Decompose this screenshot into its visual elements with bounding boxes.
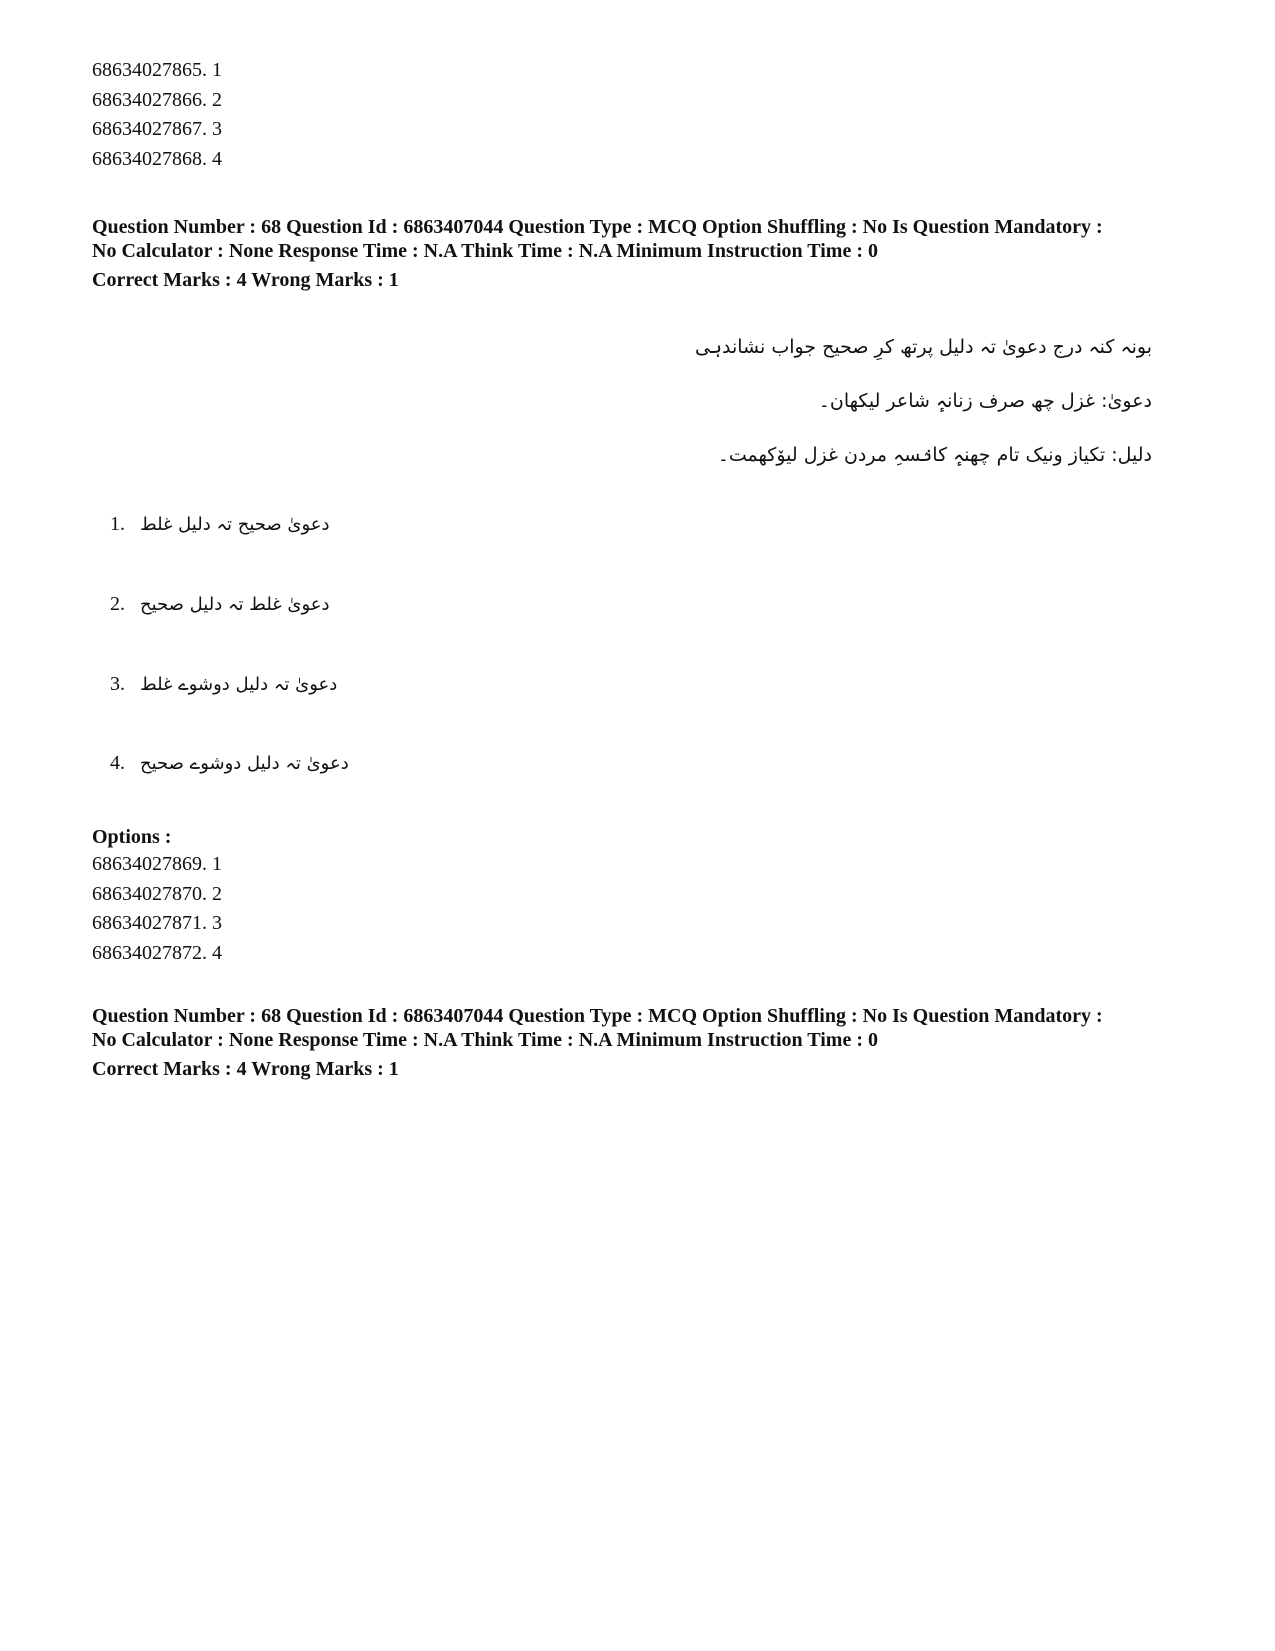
previous-options-list (92, 56, 222, 174)
question-instruction: بونہ کنہ درج دعویٰ تہ دلیل پرتھ کرِ صحیح جواب نشاندہی (695, 336, 1152, 358)
answer-choice-3 (110, 664, 337, 704)
question-header (92, 215, 1212, 292)
choice-text: دعویٰ غلط تہ دلیل صحیح (140, 593, 330, 615)
answer-choice-1 (110, 504, 330, 544)
question-meta-line-1: Question Number : 68 Question Id : 6863407044 Question Type : MCQ Option Shuffling : No Is Question Mandatory : (92, 216, 1103, 238)
choice-text: دعویٰ صحیح تہ دلیل غلط (140, 513, 330, 535)
option-id-line: 68634027866. 2 (92, 88, 222, 111)
choice-text: دعویٰ تہ دلیل دوشوے غلط (140, 673, 338, 695)
question-meta-line-1: Question Number : 68 Question Id : 6863407044 Question Type : MCQ Option Shuffling : No Is Question Mandatory : (92, 1005, 1103, 1027)
option-id-line: 68634027872. 4 (92, 941, 222, 964)
question-text-urdu (695, 320, 1152, 482)
question-marks-line: Correct Marks : 4 Wrong Marks : 1 (92, 1058, 399, 1080)
answer-choice-2 (110, 584, 330, 624)
option-id-line: 68634027867. 3 (92, 118, 222, 140)
choice-text: دعویٰ تہ دلیل دوشوے صحیح (140, 752, 349, 774)
answer-choice-4 (110, 743, 349, 783)
options-heading: Options : (92, 826, 172, 848)
next-question-header (92, 1004, 1212, 1081)
choice-number: 4. (110, 751, 125, 774)
option-id-line: 68634027870. 2 (92, 882, 222, 905)
choice-number: 2. (110, 592, 125, 615)
question-assertion: دعویٰ: غزل چھ صرف زنانہٕ شاعر لیکھان۔ (818, 390, 1152, 412)
option-id-line: 68634027871. 3 (92, 912, 222, 934)
question-marks-line: Correct Marks : 4 Wrong Marks : 1 (92, 269, 399, 291)
choice-number: 3. (110, 672, 125, 695)
option-id-line: 68634027865. 1 (92, 59, 222, 81)
choice-number: 1. (110, 512, 125, 535)
question-meta-line-2: No Calculator : None Response Time : N.A Think Time : N.A Minimum Instruction Time : 0 (92, 240, 878, 262)
option-id-line: 68634027868. 4 (92, 147, 222, 170)
option-id-line: 68634027869. 1 (92, 853, 222, 875)
question-meta-line-2: No Calculator : None Response Time : N.A Think Time : N.A Minimum Instruction Time : 0 (92, 1029, 878, 1051)
options-list (92, 850, 222, 968)
question-reason: دلیل: تکیاز ونیک تام چھنہٕ کانٛسہِ مردن غزل لیوٚکھمت۔ (717, 444, 1152, 466)
